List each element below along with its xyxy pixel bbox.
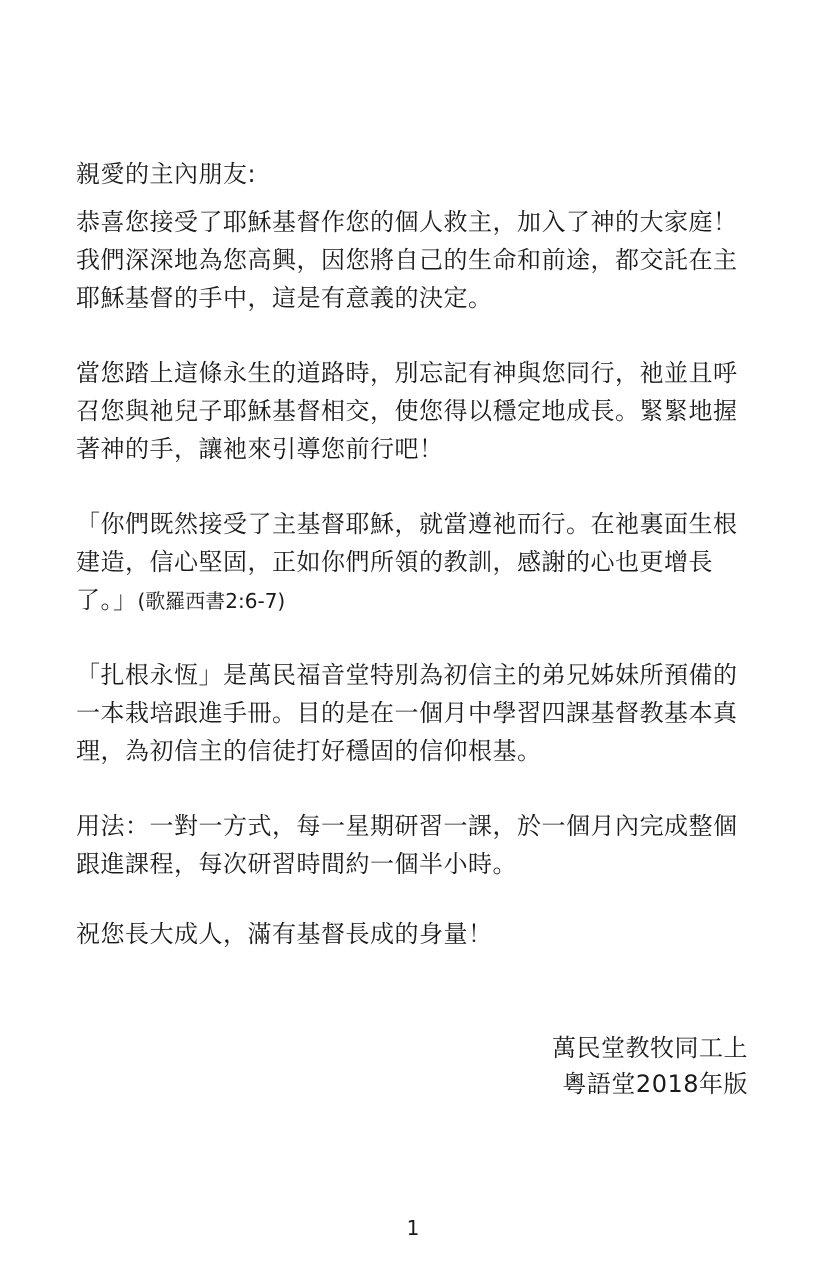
paragraph-line: 當您踏上這條永生的道路時，別忘記有神與您同行，祂並且呼 (76, 359, 738, 387)
paragraph-line: 著神的手，讓祂來引導您前行吧！ (76, 435, 444, 463)
page-number: 1 (406, 1216, 420, 1240)
paragraph-line: 「扎根永恆」是萬民福音堂特別為初信主的弟兄姊妹所預備的 (76, 661, 738, 689)
paragraph-line: 「你們既然接受了主基督耶穌，就當遵祂而行。在祂裏面生根 (76, 510, 738, 538)
paragraph-blessing (76, 915, 756, 953)
paragraph-line: 建造，信心堅固，正如你們所領的教訓，感謝的心也更增長 (76, 548, 713, 576)
paragraph-line: 召您與祂兒子耶穌基督相交，使您得以穩定地成長。緊緊地握 (76, 397, 738, 425)
paragraph-line: 我們深深地為您高興，因您將自己的生命和前途，都交託在主 (76, 246, 738, 274)
paragraph-scripture-quote (76, 505, 756, 620)
paragraph-line: 了。」 (76, 586, 138, 614)
paragraph-congratulations (76, 203, 756, 317)
greeting-text: 親愛的主內朋友: (76, 160, 257, 188)
paragraph-line: 耶穌基督的手中，這是有意義的決定。 (76, 284, 493, 312)
paragraph-usage (76, 807, 756, 883)
signature-sender: 萬民堂教牧同工上 (552, 1034, 748, 1062)
paragraph-line-with-reference (76, 581, 756, 620)
signature-edition: 粵語堂2018年版 (562, 1070, 748, 1098)
paragraph-line: 一本栽培跟進手冊。目的是在一個月中學習四課基督教基本真 (76, 699, 738, 727)
paragraph-line: 用法：一對一方式，每一星期研習一課，於一個月內完成整個 (76, 812, 738, 840)
paragraph-line: 理，為初信主的信徒打好穩固的信仰根基。 (76, 737, 542, 765)
signature-block (552, 1030, 748, 1102)
paragraph-handbook-purpose (76, 656, 756, 770)
scripture-reference: (歌羅西書2:6-7) (137, 589, 286, 613)
paragraph-line: 跟進課程，每次研習時間約一個半小時。 (76, 850, 517, 878)
paragraph-line: 恭喜您接受了耶穌基督作您的個人救主，加入了神的大家庭！ (76, 208, 738, 236)
paragraph-eternal-road (76, 354, 756, 468)
paragraph-line: 祝您長大成人，滿有基督長成的身量！ (76, 920, 493, 948)
greeting (76, 155, 756, 193)
